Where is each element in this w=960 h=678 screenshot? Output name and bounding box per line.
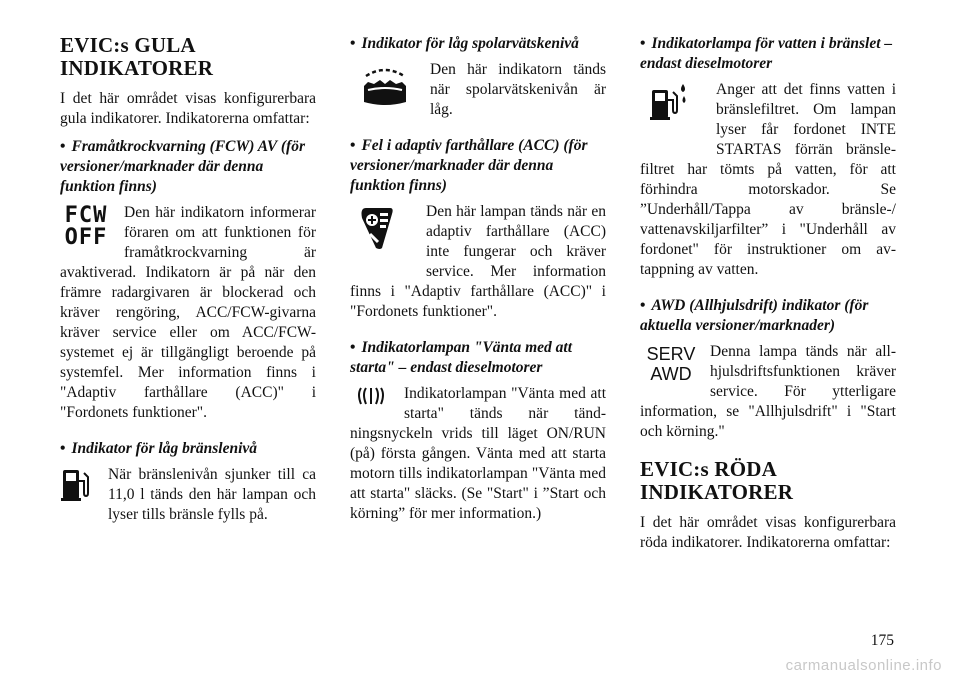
item-acc <box>350 202 606 330</box>
item-title-glow-text: Indikatorlampan "Vänta med att starta" – endast dieselmotorer <box>350 339 573 376</box>
serv-awd-icon-line1: SERV <box>646 344 696 364</box>
fuel-pump-icon <box>60 467 100 507</box>
item-washer <box>350 60 606 128</box>
item-title-water <box>640 34 896 74</box>
item-fcw <box>60 203 316 431</box>
item-title-fcw-text: Framåtkrockvarning (FCW) AV (för versioner/marknader där denna funktion finns) <box>60 138 305 195</box>
serv-awd-icon <box>640 344 702 392</box>
section-heading-red: EVIC:s RÖDA INDIKATORER <box>640 457 794 504</box>
item-title-fuel <box>60 439 316 459</box>
item-awd <box>640 342 896 450</box>
bullet: • <box>60 138 66 155</box>
bullet: • <box>60 440 66 457</box>
fcw-off-icon-label: FCW OFF <box>64 203 108 250</box>
section-intro: I det här området visas konfigurerbara gula indikatorer. Indikatorerna omfattar: <box>60 90 316 127</box>
item-title-awd-text: AWD (Allhjulsdrift) indikator (för aktuella versioner/marknader) <box>640 297 869 334</box>
item-title-fcw <box>60 137 316 197</box>
fcw-off-icon <box>60 205 116 255</box>
page-number: 175 <box>870 632 894 649</box>
item-awd-text: Denna lampa tänds när allhjulsdriftsfunktionen kräver service. För ytterligare information, se "Allhjulsdrift" i "Start och körning." <box>640 343 896 440</box>
bullet: • <box>640 35 646 52</box>
section-heading-yellow: EVIC:s GULA INDIKATORER <box>60 33 214 80</box>
item-washer-text: Den här indikatorn tänds när spolarvätskenivån är låg. <box>430 61 606 118</box>
item-water-text: Anger att det finns vatten i bränslefiltret. Om lampan lyser får fordonet INTE STARTAS förrän bränslefiltret har tömts på vatten, för att förhindra motorskador. Se ”Underhåll/Tappa av bränsle-/ vattenavskiljarfilter” i "Underhåll av fordonet" för instruktioner om avtappning av vatten. <box>640 81 896 278</box>
item-glow-text: Indikatorlampan "Vänta med att starta" tänds när tändningsnyckeln vrids till läget ON/RUN (på) första gången. Vänta med att starta motorn tills indikatorlampan "Vänta med att starta" släcks. (Se "Start" i ”Start och körning” för mer information.) <box>350 385 606 522</box>
bullet: • <box>350 35 356 52</box>
item-fuel-text: När bränslenivån sjunker till ca 11,0 l tänds den här lampan och lyser tills bränsle fylls på. <box>108 466 316 523</box>
washer-fluid-icon <box>360 62 422 114</box>
item-title-acc <box>350 136 606 196</box>
glow-plug-icon <box>356 386 396 408</box>
item-title-water-text: Indikatorlampa för vatten i bränslet – endast dieselmotorer <box>640 35 893 72</box>
serv-awd-icon-line2: AWD <box>650 364 692 384</box>
item-title-washer-text: Indikator för låg spolarvätskenivå <box>361 35 579 52</box>
item-acc-text: Den här lampan tänds när en adaptiv farthållare (ACC) inte fungerar och kräver service. Mer information finns i "Adaptiv farthållare (ACC)" i "Fordonets funktioner". <box>350 203 606 320</box>
item-title-washer <box>350 34 606 54</box>
column-2 <box>350 34 606 540</box>
item-glow <box>350 384 606 532</box>
section-intro-red: I det här området visas konfigurerbara röda indikatorer. Indikatorerna omfattar: <box>640 514 896 551</box>
item-fuel <box>60 465 316 533</box>
acc-fault-icon <box>356 204 418 264</box>
column-1 <box>60 34 316 541</box>
bullet: • <box>350 339 356 356</box>
column-3 <box>640 34 896 561</box>
item-title-fuel-text: Indikator för låg bränslenivå <box>71 440 258 457</box>
water-in-fuel-icon <box>648 82 708 144</box>
item-title-awd <box>640 296 896 336</box>
watermark: carmanualsonline.info <box>785 657 942 674</box>
item-title-acc-text: Fel i adaptiv farthållare (ACC) (för versioner/marknader där denna funktion finns) <box>350 137 588 194</box>
bullet: • <box>350 137 356 154</box>
item-fcw-text: Den här indikatorn informerar föraren om att funktionen för framåtkrockvarning är avaktiverad. Indikatorn är på när den främre radargivaren är blockerad och kräver rengöring, ACC/FCW-givarna kräver service eller om ACC/FCW-systemet ej är tillgängligt beroende på systemfel. Mer information finns i "Adaptiv farthållare (ACC)" i "Fordonets funktioner". <box>60 204 316 421</box>
bullet: • <box>640 297 646 314</box>
item-water <box>640 80 896 288</box>
item-title-glow <box>350 338 606 378</box>
